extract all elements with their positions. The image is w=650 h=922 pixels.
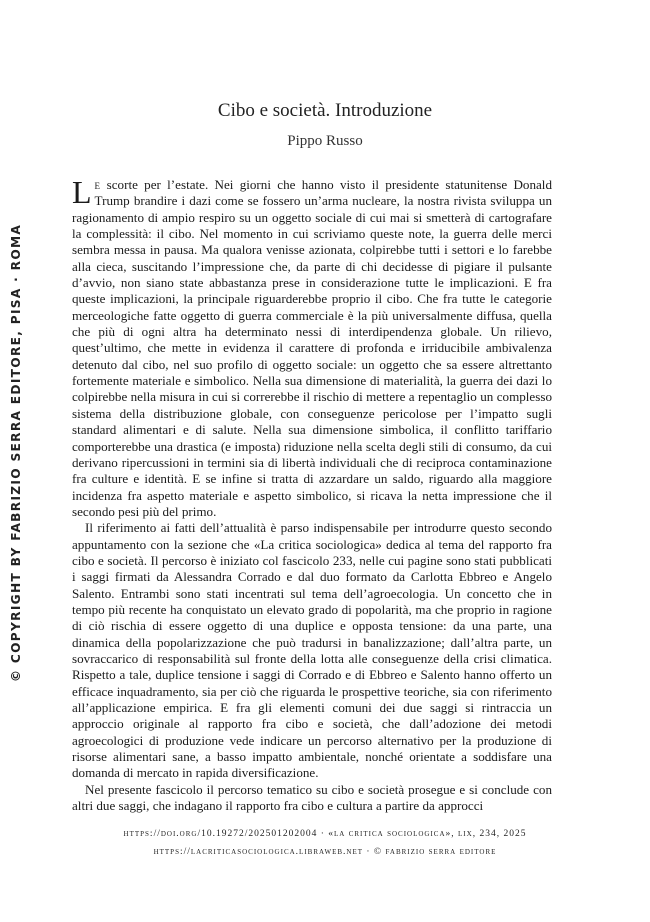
article-title: Cibo e società. Introduzione [217, 100, 433, 121]
copyright-sidebar [4, 218, 28, 688]
copyright-text: © COPYRIGHT BY FABRIZIO SERRA EDITORE, PISA · ROMA [9, 223, 23, 683]
paragraph-3: Nel presente fascicolo il percorso tematico su cibo e società prosegue e si conclude con altri due saggi, che indagano il rapporto fra cibo e cultura a partire da approcci [72, 781, 552, 814]
paragraph-1 [72, 174, 552, 520]
paragraph-1-text: scorte per l’estate. Nei giorni che hanno visto il presidente statunitense Donald Trump brandire i dazi come se fossero un’arma nucleare, la nostra rivista sviluppa un ragionamento di ampio respiro su un oggetto sociale di cui mai si smetterà di cartografare la complessità: il cibo. Nel momento in cui scriviamo queste note, la guerra delle merci sembra messa in pausa. Ma qualora venisse azionata, colpirebbe tutti i settori e lo farebbe alla cieca, suscitando l’impressione che, da parte di chi decidesse di pigiare il pulsante d’avvio, non siano state abbastanza prese in considerazione tutte le implicazioni. E fra queste implicazioni, la principale riguarderebbe proprio il cibo. Che fra tutte le categorie merceologiche fatte oggetto di guerra commerciale è la più universalmente diffusa, quella che più di ogni altra ha determinato nessi di interdipendenza globale. Un rilievo, quest’ultimo, che mette in evidenza il carattere di profonda e irriducibile ambivalenza detenuto dal cibo, nel suo profilo di oggetto sociale: un oggetto che sa essere altrettanto fortemente materiale e simbolico. Nella sua dimensione di materialità, la guerra dei dazi lo colpirebbe nella misura in cui si correrebbe il rischio di mettere a repentaglio un complesso sistema della distribuzione globale, con conseguenze pericolose per l’impatto sugli standard alimentari e di salute. Nella sua dimensione simbolica, il conflitto tariffario comporterebbe una drastica (e imposta) riduzione nella scelta degli stili di consumo, da cui derivano ripercussioni in termini sia di libertà individuali che di reciproca contaminazione fra culture e identità. E se infine si tratta di azzardare un saldo, riguardo alla maggiore incidenza fra aspetto materiale e aspetto simbolico, si ricava la netta impressione che il secondo pesi più del primo. [72, 177, 552, 519]
drop-cap: L [72, 174, 92, 210]
paragraph-2: Il riferimento ai fatti dell’attualità è parso indispensabile per introdurre questo secondo appuntamento con la sezione che «La critica sociologica» dedica al tema del rapporto fra cibo e società. Il percorso è iniziato col fascicolo 233, nelle cui pagine sono stati pubblicati i saggi firmati da Alessandra Corrado e dal duo formato da Carlotta Ebbreo e Angelo Salento. Entrambi sono stati incentrati sul tema dell’agroecologia. Un concetto che in tempo più recente ha conquistato un elevato grado di popolarità, ma che proprio in ragione di ciò rischia di essere oggetto di una duplice e opposta tensione: da una parte, una dinamica della popolarizzazione che può tradursi in banalizzazione; dall’altra parte, un sovraccarico di responsabilità sul fronte della lotta alle conseguenze della crisi climatica. Rispetto a tale, duplice tensione i saggi di Corrado e di Ebbreo e Salento hanno offerto un efficace inquadramento, sia per ciò che riguarda le prospettive teoriche, sia con riferimento all’applicazione empirica. E fra gli elementi comuni dei due saggi si rintraccia un approccio originale al rapporto fra cibo e società, che dall’adozione dei metodi agroecologici di produzione vede indicare un percorso alternativo per la produzione di risorse alimentari sane, a basso impatto ambientale, nonché orientate a soddisfare una domanda di mercato in rapida diversificazione. [72, 520, 552, 781]
first-word-rest: e [94, 177, 101, 192]
article-author: Pippo Russo [287, 133, 363, 149]
footer-publisher: https://lacriticasociologica.libraweb.net · © fabrizio serra editore [153, 847, 497, 857]
footer-doi: https://doi.org/10.19272/202501202004 · «la critica sociologica», lix, 234, 2025 [123, 829, 527, 839]
article-body [72, 174, 552, 814]
